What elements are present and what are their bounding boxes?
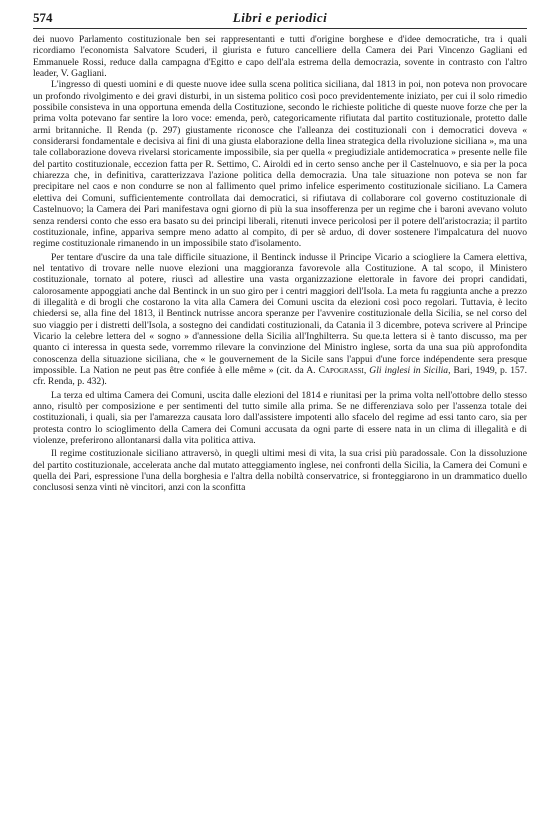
paragraph: [33, 79, 527, 249]
styled-text: Gli inglesi in Sicilia: [369, 364, 449, 376]
paragraph-text: Per tentare d'uscire da una tale difficile situazione, il Bentinck indusse il Principe Vicario a sciogliere la Camera elettiva, nel tentativo di trovare nelle nuove elezioni una maggioranza favorevole alla Costituzione. A tal scopo, il Ministero costituzionale, tornato al potere, riuscì ad allestire una vasta organizzazione elettorale in favore dei propri candidati, calorosamente appoggiati anche dal Bentinck in un suo giro per i centri maggiori dell'Isola. La meta fu raggiunta anche a prezzo di illegalità e di brogli che costarono la vita alla Camera dei Comuni uscita da elezioni così poco regolari. Tuttavia, è lecito chiedersi se, alla fine del 1813, il Bentinck nutrisse ancora speranze per l'avvenire costituzionale della Sicilia, se nel corso del suo viaggio per i distretti dell'Isola, a sostegno dei candidati costituzionali, da Catania il 3 dicembre, poteva scrivere al Principe Vicario la celebre lettera del « sogno » d'annessione della Sicilia all'Inghilterra. Su que.ta lettera si è tanto discusso, ma per quanto ci interessa in questa sede, vorremmo rilevare la convinzione del Ministro inglese, sorta da una sua più approfondita conoscenza della situazione siciliana, che « le gouvernement de la Sicile sans l'appui d'une force indépendente sera presque impossible. La Nation ne peut pas être confiée à elle même » (cit. da A.: [33, 251, 527, 376]
paragraph-text: La terza ed ultima Camera dei Comuni, uscita dalle elezioni del 1814 e riunitasi per la prima volta nell'ottobre dello stesso anno, risultò per composizione e per sentimenti del tutto simile alla prima. Se ne differenziava solo per l'assenza totale dei costituzionali, i quali, sia per l'amarezza causata loro dall'assistere impotenti allo sfacelo del regime ad essi tanto caro, sia per protesta contro lo scioglimento della Camera dei Comuni accusata da ogni parte di essere nata in un clima di illegalità e di violenze, preferirono allontanarsi dalla vita politica attiva.: [33, 389, 527, 447]
paragraph: [33, 390, 527, 447]
header-rule: [33, 28, 527, 29]
paragraph: [33, 252, 527, 388]
paragraph-text: ,: [363, 364, 370, 376]
paragraph-text: dei nuovo Parlamento costituzionale ben sei rappresentanti e tutti d'origine borghese e d'idee democratiche, tra i quali ricordiamo l'economista Salvatore Scuderi, il giurista e futuro cancelliere della Camera dei Pari Vincenzo Gagliani ed Emmanuele Rossi, reduce dalla campagna d'Egitto e capo dell'ala estrema della democrazia, sovente in contrasto con l'altro leader, V. Gagliani.: [33, 34, 527, 80]
body-text: [33, 34, 527, 494]
page-header: [33, 8, 527, 28]
paragraph-text: , Bari, 1949, p. 157. cfr. Renda, p. 432).: [33, 364, 527, 388]
paragraph-text: Il regime costituzionale siciliano attraversò, in quegli ultimi mesi di vita, la sua crisi più paradossale. Con la dissoluzione del partito costituzionale, accelerata anche dal mutato atteggiamento inglese, nei confronti della Sicilia, la Camera dei Comuni e quella dei Pari, espressione l'una della borghesia e l'altra della nobiltà conservatrice, si fronteggiarono in un drammatico duello conclusosi senza vinti nè vincitori, anzi con la sconfitta: [33, 448, 527, 494]
page-number: 574: [33, 10, 53, 25]
paragraph: [33, 34, 527, 79]
paragraph-text: L'ingresso di questi uomini e di queste nuove idee sulla scena politica siciliana, dal 1813 in poi, non poteva non provocare un profondo rivolgimento e dei gravi disturbi, in un sistema politico così poco previdentemente iniziato, per cui il solo rimedio possibile consisteva in una opportuna emenda della Costituzione, secondo le richieste politiche di queste nuove forze che per la prima volta potevano far sentire la loro voce: emenda, però, categoricamente rifiutata dal partito costituzionale, protetto dalle armi britanniche. Il Renda (p. 297) giustamente riconosce che l'alleanza dei costituzionali con i democratici doveva « considerarsi fondamentale e decisiva ai fini di una giusta elaborazione della linea strategica della rivoluzione siciliana », ma una tale collaborazione doveva rivelarsi storicamente impossibile, sia per quella « pregiudiziale antidemocratica » presente nelle file del partito costituzionale, eccezion fatta per R. Settimo, C. Airoldi ed in certo senso anche per il Castelnuovo, e sia per la poca chiarezza che, in definitiva, caratterizzava l'azione politica della democrazia. Una tale situazione non poteva se non far precipitare nel caos e non condurre se non al fallimento quel primo infelice esperimento costituzionale siciliano. La Camera elettiva dei Comuni, sufficientemente controllata dai democratici, si rifiutava di collaborare col governo costituzionale di Castelnuovo; la Camera dei Pari manifestava ogni giorno di più la sua insofferenza per un regime che i baroni avevano voluto senza rendersi conto che esso era basato su dei principi liberali, ritenuti invece pericolosi per il potere dell'aristocrazia; il partito costituzionale, infine, appariva sempre meno adatto al compito, di per sè arduo, di dover sostenere l'impalcatura del nuovo regime costituzionale rimanendo in un impossibile stato d'isolamento.: [33, 79, 527, 250]
paragraph: [33, 448, 527, 493]
running-title: Libri e periodici: [232, 10, 328, 25]
styled-text: Capograssi: [318, 364, 364, 376]
